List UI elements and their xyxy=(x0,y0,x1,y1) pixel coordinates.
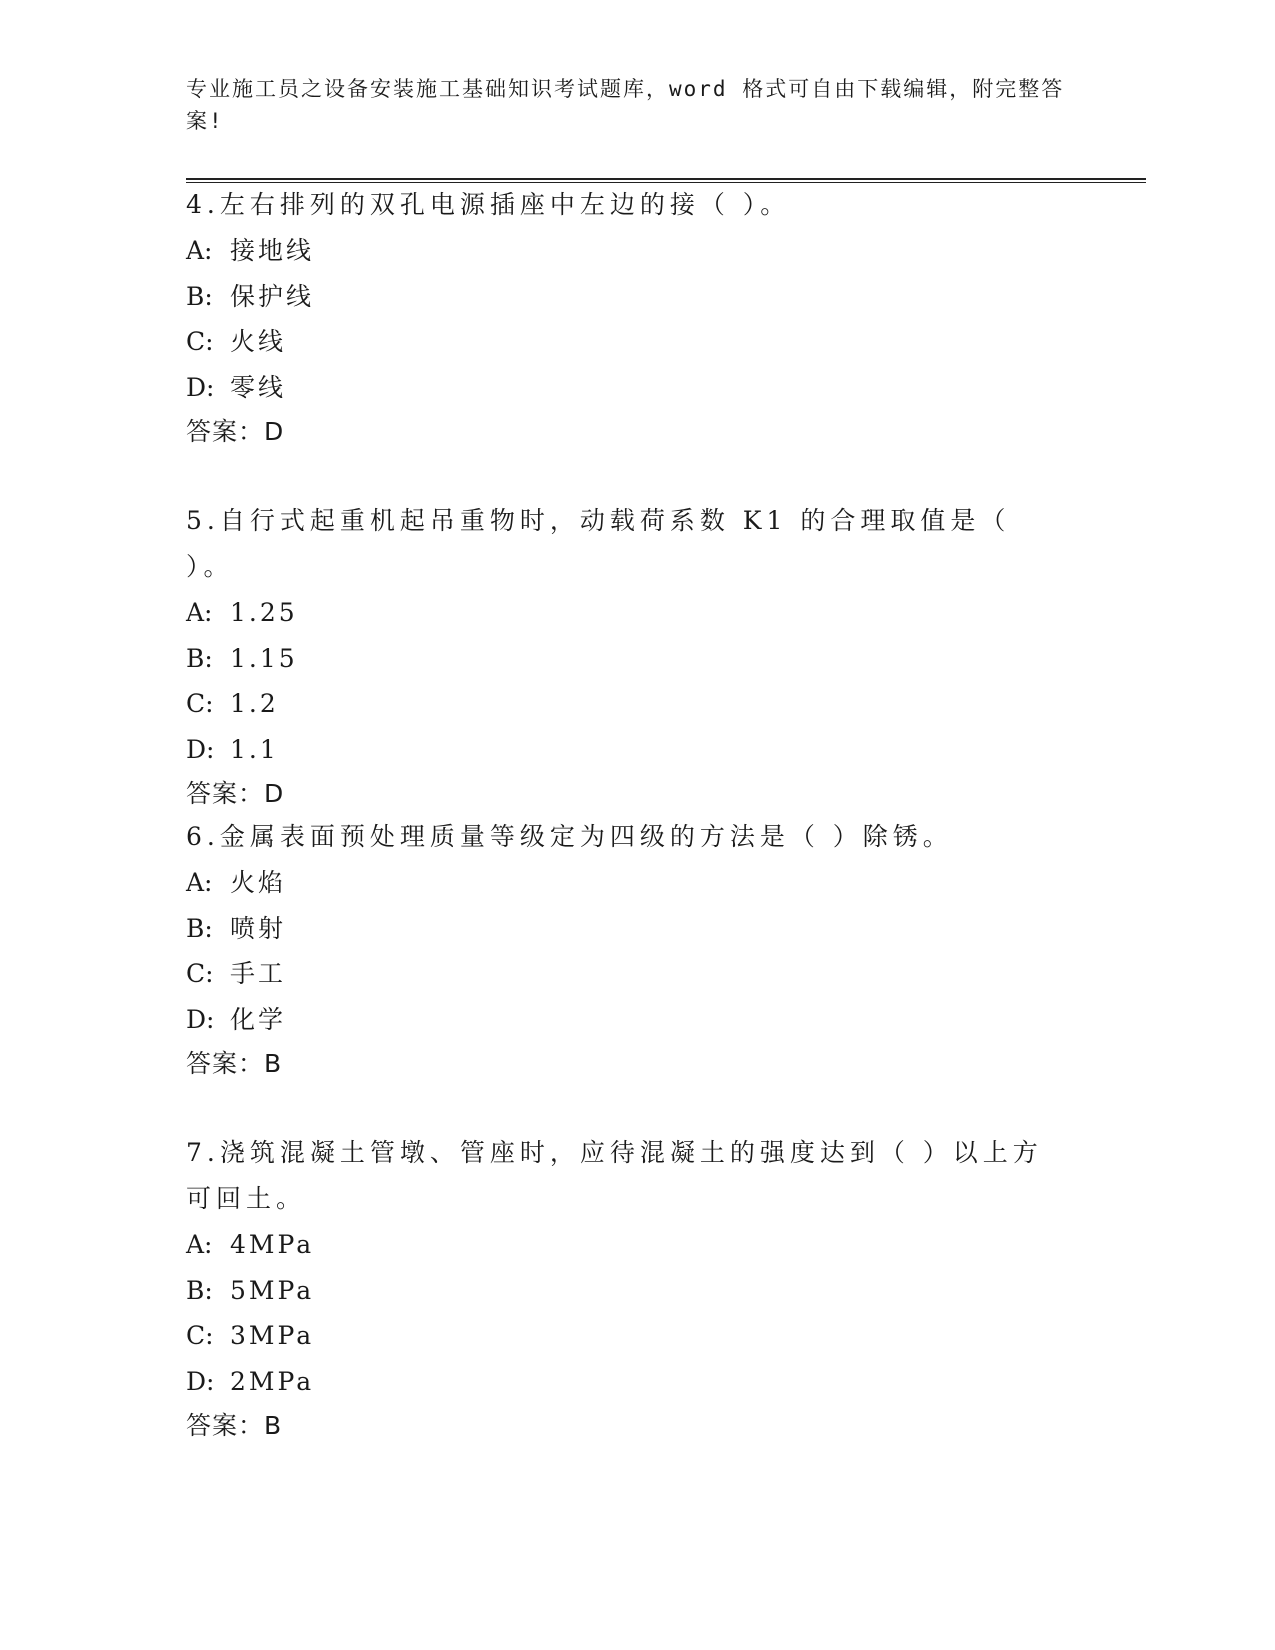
option-c xyxy=(186,1313,1086,1359)
question-stem: 7.浇筑混凝土管墩、管座时，应待混凝土的强度达到（ ）以上方可回土。 xyxy=(186,1138,1043,1213)
question-item xyxy=(186,182,1086,454)
option-text: 火线 xyxy=(230,327,287,356)
option-b xyxy=(186,274,1086,320)
option-c xyxy=(186,319,1086,365)
answer-line: 答案：D xyxy=(186,417,285,446)
answer-line: 答案：D xyxy=(186,779,285,808)
question-item xyxy=(186,498,1086,816)
option-label: C: xyxy=(186,959,214,988)
option-d xyxy=(186,997,1086,1043)
question-item xyxy=(186,1130,1086,1448)
option-text: 手工 xyxy=(230,959,287,988)
option-label: B: xyxy=(186,913,213,943)
option-label: A: xyxy=(186,1230,213,1259)
option-label: C: xyxy=(186,1321,214,1350)
option-text: 1.15 xyxy=(230,643,298,673)
question-stem: 6.金属表面预处理质量等级定为四级的方法是（ ）除锈。 xyxy=(186,822,953,851)
answer-line: 答案：B xyxy=(186,1049,283,1078)
option-label: A: xyxy=(186,868,213,897)
option-a xyxy=(186,590,1086,636)
option-d xyxy=(186,1359,1086,1405)
option-text: 2MPa xyxy=(230,1366,315,1396)
option-text: 3MPa xyxy=(230,1321,315,1350)
document-header: 专业施工员之设备安装施工基础知识考试题库，word 格式可自由下载编辑，附完整答案! xyxy=(186,77,1065,133)
option-text: 4MPa xyxy=(230,1230,315,1259)
option-label: B: xyxy=(186,281,213,311)
option-label: B: xyxy=(186,643,213,673)
question-stem: 5.自行式起重机起吊重物时，动载荷系数 K1 的合理取值是（ ）。 xyxy=(186,506,1011,581)
option-c xyxy=(186,951,1086,997)
option-b xyxy=(186,1268,1086,1314)
option-text: 1.2 xyxy=(230,689,279,718)
option-label: D: xyxy=(186,734,215,764)
option-text: 接地线 xyxy=(230,236,315,265)
option-text: 1.1 xyxy=(230,734,279,764)
option-label: D: xyxy=(186,1004,215,1034)
question-stem: 4.左右排列的双孔电源插座中左边的接（ ）。 xyxy=(186,190,791,219)
option-a xyxy=(186,1222,1086,1268)
option-d xyxy=(186,727,1086,773)
option-label: D: xyxy=(186,1366,215,1396)
question-item xyxy=(186,814,1086,1086)
option-c xyxy=(186,681,1086,727)
option-text: 零线 xyxy=(230,372,287,402)
option-text: 火焰 xyxy=(230,868,287,897)
option-text: 保护线 xyxy=(230,281,315,311)
option-b xyxy=(186,636,1086,682)
option-a xyxy=(186,860,1086,906)
option-text: 化学 xyxy=(230,1004,287,1034)
option-b xyxy=(186,906,1086,952)
option-label: A: xyxy=(186,236,213,265)
option-text: 5MPa xyxy=(230,1275,315,1305)
option-d xyxy=(186,365,1086,411)
option-a xyxy=(186,228,1086,274)
answer-line: 答案：B xyxy=(186,1411,283,1440)
option-label: D: xyxy=(186,372,215,402)
option-label: B: xyxy=(186,1275,213,1305)
option-text: 1.25 xyxy=(230,598,298,627)
option-label: C: xyxy=(186,689,214,718)
option-text: 喷射 xyxy=(230,913,287,943)
option-label: A: xyxy=(186,598,213,627)
option-label: C: xyxy=(186,327,214,356)
